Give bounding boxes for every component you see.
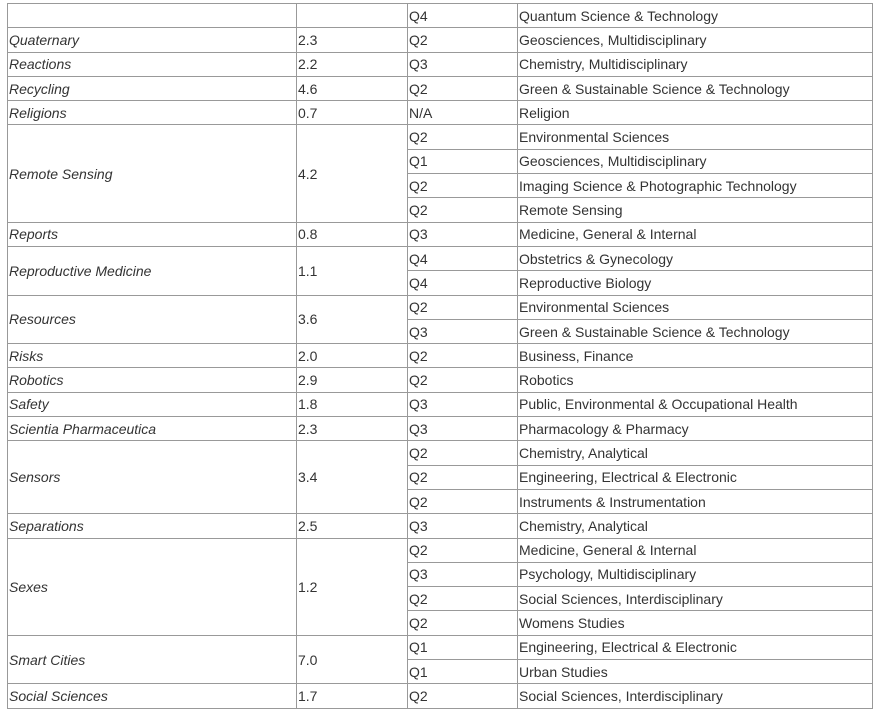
journal-name: Quaternary [8,28,297,52]
table-row [8,368,873,392]
quartile: Q2 [408,538,518,562]
impact-factor: 1.1 [297,246,408,295]
quartile: Q2 [408,465,518,489]
category: Religion [518,101,873,125]
category: Geosciences, Multidisciplinary [518,28,873,52]
category: Social Sciences, Interdisciplinary [518,684,873,708]
quartile: Q3 [408,417,518,441]
quartile: Q3 [408,392,518,416]
impact-factor: 2.2 [297,52,408,76]
quartile: Q2 [408,489,518,513]
impact-factor [297,4,408,28]
quartile: Q2 [408,587,518,611]
impact-factor: 2.3 [297,417,408,441]
category: Remote Sensing [518,198,873,222]
table-row [8,514,873,538]
quartile: Q4 [408,246,518,270]
quartile: Q2 [408,198,518,222]
category: Quantum Science & Technology [518,4,873,28]
category: Public, Environmental & Occupational Health [518,392,873,416]
journal-name: Smart Cities [8,635,297,684]
table-row [8,441,873,465]
quartile: Q2 [408,28,518,52]
journal-name [8,4,297,28]
journal-name: Sensors [8,441,297,514]
category: Green & Sustainable Science & Technology [518,319,873,343]
journal-name: Social Sciences [8,684,297,708]
category: Green & Sustainable Science & Technology [518,76,873,100]
impact-factor: 0.8 [297,222,408,246]
impact-factor: 7.0 [297,635,408,684]
category: Geosciences, Multidisciplinary [518,149,873,173]
quartile: Q1 [408,149,518,173]
impact-factor: 2.5 [297,514,408,538]
impact-factor: 3.4 [297,441,408,514]
category: Obstetrics & Gynecology [518,246,873,270]
category: Social Sciences, Interdisciplinary [518,587,873,611]
quartile: Q3 [408,319,518,343]
journal-name: Religions [8,101,297,125]
category: Engineering, Electrical & Electronic [518,465,873,489]
category: Medicine, General & Internal [518,538,873,562]
impact-factor: 4.2 [297,125,408,222]
journal-name: Reports [8,222,297,246]
category: Chemistry, Multidisciplinary [518,52,873,76]
quartile: Q3 [408,222,518,246]
quartile: Q2 [408,344,518,368]
category: Pharmacology & Pharmacy [518,417,873,441]
journal-name: Separations [8,514,297,538]
table-row [8,28,873,52]
quartile: Q4 [408,271,518,295]
category: Chemistry, Analytical [518,441,873,465]
quartile: Q2 [408,76,518,100]
impact-factor: 1.7 [297,684,408,708]
quartile: N/A [408,101,518,125]
table-row [8,684,873,708]
category: Business, Finance [518,344,873,368]
category: Environmental Sciences [518,295,873,319]
journal-name: Recycling [8,76,297,100]
journal-name: Reproductive Medicine [8,246,297,295]
journal-name: Resources [8,295,297,344]
category: Womens Studies [518,611,873,635]
table-row [8,295,873,319]
impact-factor: 0.7 [297,101,408,125]
quartile: Q2 [408,684,518,708]
table-row [8,52,873,76]
category: Psychology, Multidisciplinary [518,562,873,586]
impact-factor: 1.2 [297,538,408,635]
table-row [8,125,873,149]
journal-name: Risks [8,344,297,368]
category: Instruments & Instrumentation [518,489,873,513]
table-row [8,222,873,246]
quartile: Q2 [408,368,518,392]
journal-table [7,3,873,709]
impact-factor: 2.3 [297,28,408,52]
journal-name: Safety [8,392,297,416]
impact-factor: 3.6 [297,295,408,344]
category: Robotics [518,368,873,392]
quartile: Q2 [408,174,518,198]
journal-name: Scientia Pharmaceutica [8,417,297,441]
table-row [8,4,873,28]
category: Environmental Sciences [518,125,873,149]
quartile: Q3 [408,514,518,538]
quartile: Q4 [408,4,518,28]
quartile: Q2 [408,611,518,635]
quartile: Q2 [408,441,518,465]
journal-name: Remote Sensing [8,125,297,222]
table-row [8,417,873,441]
impact-factor: 4.6 [297,76,408,100]
category: Imaging Science & Photographic Technology [518,174,873,198]
quartile: Q2 [408,295,518,319]
category: Chemistry, Analytical [518,514,873,538]
journal-name: Reactions [8,52,297,76]
impact-factor: 2.9 [297,368,408,392]
table-row [8,101,873,125]
quartile: Q1 [408,660,518,684]
quartile: Q2 [408,125,518,149]
table-row [8,246,873,270]
table-row [8,538,873,562]
table-row [8,344,873,368]
impact-factor: 2.0 [297,344,408,368]
category: Medicine, General & Internal [518,222,873,246]
category: Reproductive Biology [518,271,873,295]
quartile: Q3 [408,562,518,586]
journal-name: Robotics [8,368,297,392]
quartile: Q1 [408,635,518,659]
category: Urban Studies [518,660,873,684]
category: Engineering, Electrical & Electronic [518,635,873,659]
table-row [8,76,873,100]
table-row [8,635,873,659]
table-row [8,392,873,416]
journal-name: Sexes [8,538,297,635]
quartile: Q3 [408,52,518,76]
impact-factor: 1.8 [297,392,408,416]
